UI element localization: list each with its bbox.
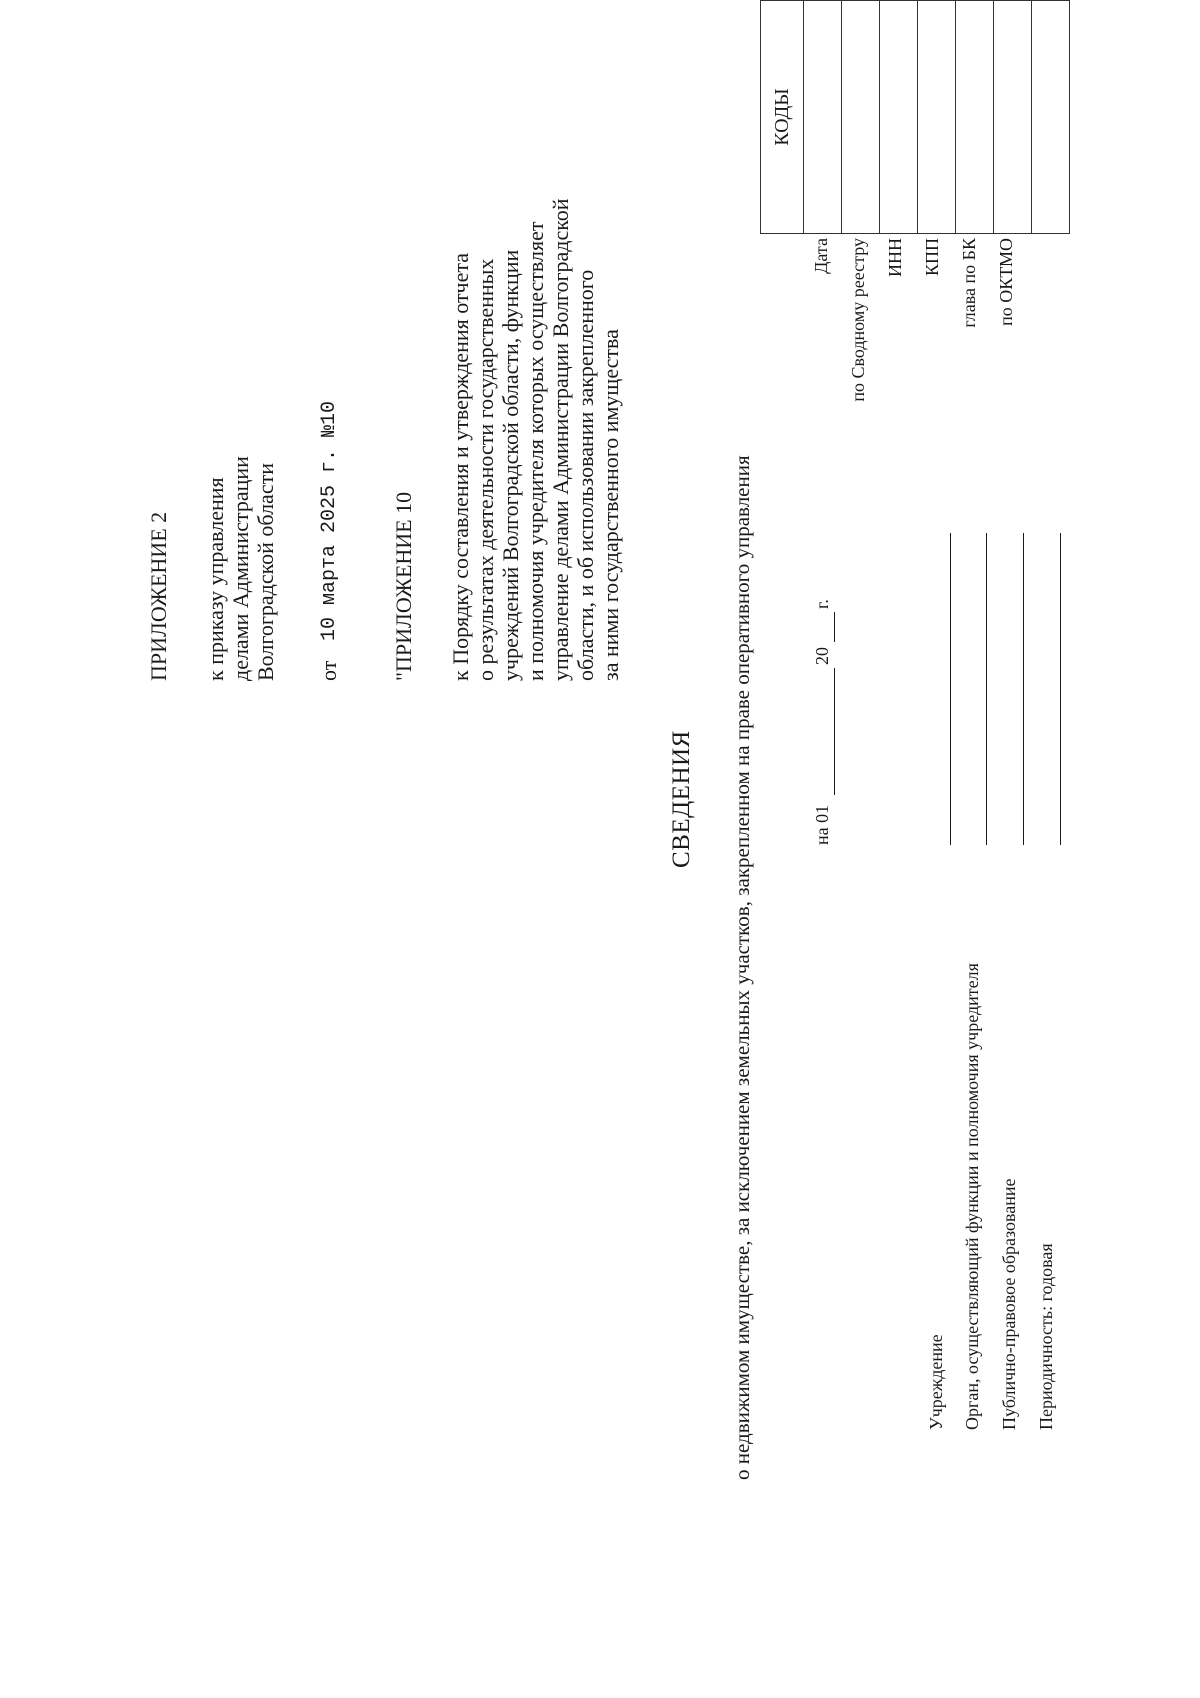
- field-periodicity-line: [1060, 533, 1061, 845]
- paragraph-line: к Порядку составления и утверждения отчета: [448, 252, 473, 681]
- date-day-month-blank: [834, 668, 835, 795]
- field-public-entity-line: [1023, 533, 1024, 845]
- field-founder-authority: Орган, осуществляющий функции и полномочия учредителя: [962, 963, 982, 1430]
- codes-header: КОДЫ: [761, 1, 804, 234]
- form-title: СВЕДЕНИЯ: [668, 730, 695, 868]
- paragraph-line: за ними государственного имущества: [598, 329, 623, 681]
- order-line-2: делами Администрации: [228, 456, 253, 681]
- date-year-blank: [834, 612, 835, 642]
- code-label-inn: ИНН: [885, 238, 905, 277]
- date-year-prefix: 20: [812, 647, 832, 665]
- appendix-title: ПРИЛОЖЕНИЕ 2: [146, 511, 171, 681]
- code-label-registry: по Сводному реестру: [848, 238, 868, 402]
- codes-table: [760, 0, 1070, 234]
- code-label-oktmo: по ОКТМО: [996, 238, 1016, 326]
- code-cell-registry[interactable]: [842, 1, 880, 234]
- field-institution-line: [950, 533, 951, 845]
- code-label-date: Дата: [811, 238, 831, 274]
- paragraph-line: учреждений Волгоградской области, функции: [498, 249, 523, 681]
- order-line-1: к приказу управления: [203, 477, 228, 681]
- code-cell-bk[interactable]: [956, 1, 994, 234]
- paragraph-line: и полномочия учредителя которых осуществляет: [523, 221, 548, 681]
- code-label-bk: глава по БК: [959, 238, 979, 328]
- order-date-prefix: от: [316, 660, 341, 681]
- appendix10-title: "ПРИЛОЖЕНИЕ 10: [391, 491, 416, 681]
- code-cell-inn[interactable]: [880, 1, 918, 234]
- date-prefix: на 01: [812, 804, 832, 845]
- order-line-3: Волгоградской области: [253, 463, 278, 681]
- field-periodicity: Периодичность: годовая: [1036, 1243, 1056, 1430]
- code-cell-date[interactable]: [804, 1, 842, 234]
- date-suffix: г.: [812, 599, 832, 609]
- paragraph-line: области, и об использовании закрепленного: [573, 269, 598, 681]
- order-date-value: 10 марта 2025 г. №10: [318, 400, 341, 641]
- paragraph-line: о результатах деятельности государственных: [473, 258, 498, 681]
- appendix10-paragraph: [448, 141, 623, 681]
- code-cell-kpp[interactable]: [918, 1, 956, 234]
- paragraph-line: управление делами Администрации Волгоградской: [548, 198, 573, 681]
- field-public-entity: Публично-правовое образование: [999, 1178, 1019, 1430]
- code-label-kpp: КПП: [922, 238, 942, 277]
- field-founder-authority-line: [986, 533, 987, 845]
- field-institution: Учреждение: [926, 1334, 946, 1430]
- form-subtitle: о недвижимом имуществе, за исключением земельных участков, закрепленном на праве оперативного управления: [730, 455, 754, 1480]
- code-cell-oktmo[interactable]: [994, 1, 1032, 234]
- code-cell-empty[interactable]: [1032, 1, 1070, 234]
